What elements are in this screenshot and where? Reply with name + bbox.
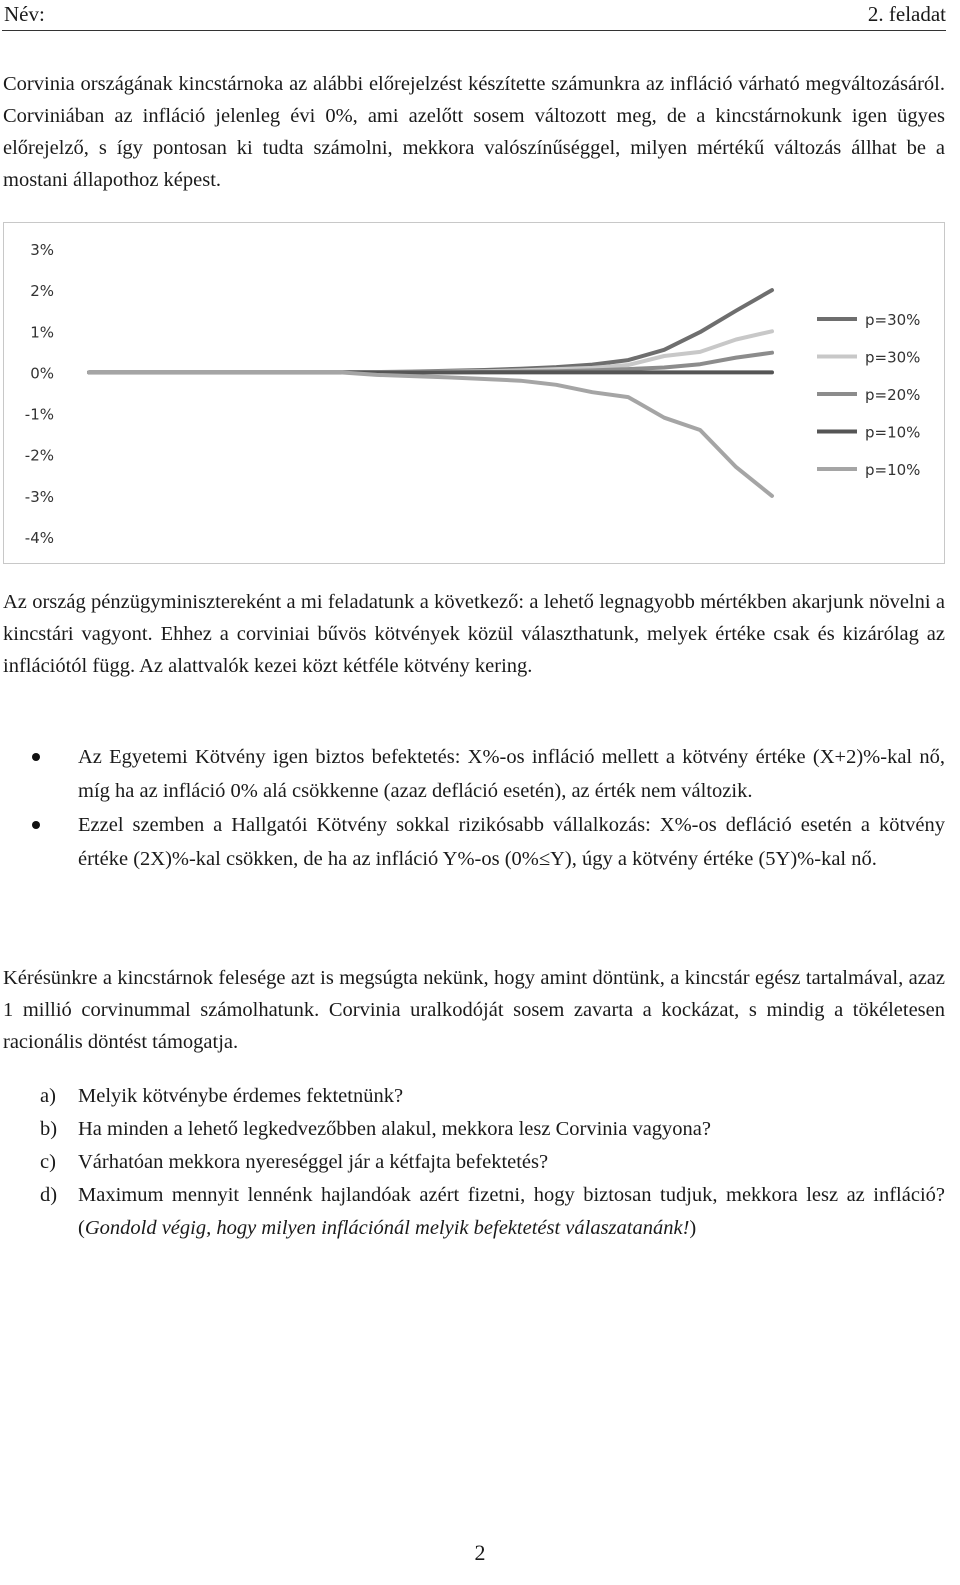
- bond-item-student: [0, 808, 945, 876]
- y-tick-label: 3%: [30, 241, 54, 259]
- legend-label: p=10%: [865, 423, 921, 442]
- treasury-paragraph: Kérésünkre a kincstárnok felesége azt is megsúgta nekünk, hogy amint döntünk, a kincstár egész tartalmával, azaz 1 millió corvinummal számolhatunk. Corvinia uralkodóját sosem zavarta a kockázat, s mindig a tökéletesen racionális döntést támogatja.: [3, 967, 945, 1053]
- question-mark: b): [40, 1118, 58, 1140]
- y-tick-label: 0%: [30, 364, 54, 383]
- bullet-icon: [32, 753, 40, 761]
- question-list: [0, 1080, 945, 1245]
- question-tail: ): [689, 1217, 697, 1239]
- series-line-5: [89, 372, 772, 496]
- page-header: [2, 0, 946, 31]
- y-tick-label: -2%: [24, 446, 54, 465]
- legend-label: p=30%: [865, 348, 921, 367]
- question-mark: a): [40, 1085, 56, 1107]
- legend-label: p=30%: [865, 311, 921, 329]
- bond-text: Az Egyetemi Kötvény igen biztos befektetés: X%-os infláció mellett a kötvény értéke (X+2)%-kal nő, míg ha az infláció 0% alá csökkenne (azaz defláció esetén), az érték nem változik.: [78, 746, 945, 802]
- legend-label: p=20%: [865, 386, 921, 404]
- series-line-1: [89, 290, 772, 372]
- y-tick-label: -4%: [24, 529, 54, 547]
- question-text: Melyik kötvénybe érdemes fektetnünk?: [78, 1085, 404, 1107]
- question-hint: Gondold végig, hogy milyen inflációnál melyik befektetést válaszatanánk!: [84, 1217, 690, 1239]
- question-mark: c): [40, 1151, 56, 1173]
- inflation-forecast-chart: [3, 222, 945, 564]
- y-tick-label: 1%: [30, 323, 54, 342]
- name-label: Név:: [4, 2, 45, 26]
- question-text: Várhatóan mekkora nyereséggel jár a kétfajta befektetés?: [78, 1151, 549, 1173]
- page-number: 2: [474, 1540, 486, 1565]
- y-tick-label: 2%: [30, 282, 54, 301]
- question-text: Maximum mennyit lennénk hajlandóak azért fizetni, hogy biztosan tudjuk, mekkora lesz az infláció? (: [78, 1184, 945, 1239]
- bullet-icon: [32, 821, 40, 829]
- question-text: Ha minden a lehető legkedvezőbben alakul, mekkora lesz Corvinia vagyona?: [78, 1118, 711, 1140]
- question-c: [0, 1146, 945, 1179]
- legend-label: p=10%: [865, 461, 921, 479]
- question-d: [0, 1179, 945, 1245]
- task-label: 2. feladat: [867, 2, 946, 26]
- question-b: [0, 1113, 945, 1146]
- bond-list: [0, 740, 945, 876]
- intro-paragraph: Corvinia országának kincstárnoka az alábbi előrejelzést készítette számunkra az infláció várható megváltozásáról. Corviniában az infláció jelenleg évi 0%, ami azelőtt sosem változott meg, de a kincstárnokunk igen ügyes előrejelző, s így pontosan ki tudta számolni, mekkora valószínűséggel, milyen mértékű változás állhat be a mostani állapothoz képest.: [3, 73, 945, 191]
- bond-item-university: [0, 740, 945, 808]
- chart-svg: [4, 223, 944, 563]
- question-a: [0, 1080, 945, 1113]
- bond-text: Ezzel szemben a Hallgatói Kötvény sokkal rizikósabb vállalkozás: X%-os defláció esetén a kötvény értéke (2X)%-kal csökken, de ha az infláció Y%-os (0%≤Y), úgy a kötvény értéke (5Y)%-kal nő.: [78, 814, 945, 870]
- task-paragraph: Az ország pénzügyminisztereként a mi feladatunk a következő: a lehető legnagyobb mértékben akarjunk növelni a kincstári vagyont. Ehhez a corviniai bűvös kötvények közül választhatunk, melyek értéke csak és kizárólag az inflációtól függ. Az alattvalók kezei közt kétféle kötvény kering.: [3, 591, 945, 677]
- question-mark: d): [40, 1184, 58, 1206]
- y-tick-label: -1%: [24, 405, 54, 424]
- y-tick-label: -3%: [24, 487, 54, 506]
